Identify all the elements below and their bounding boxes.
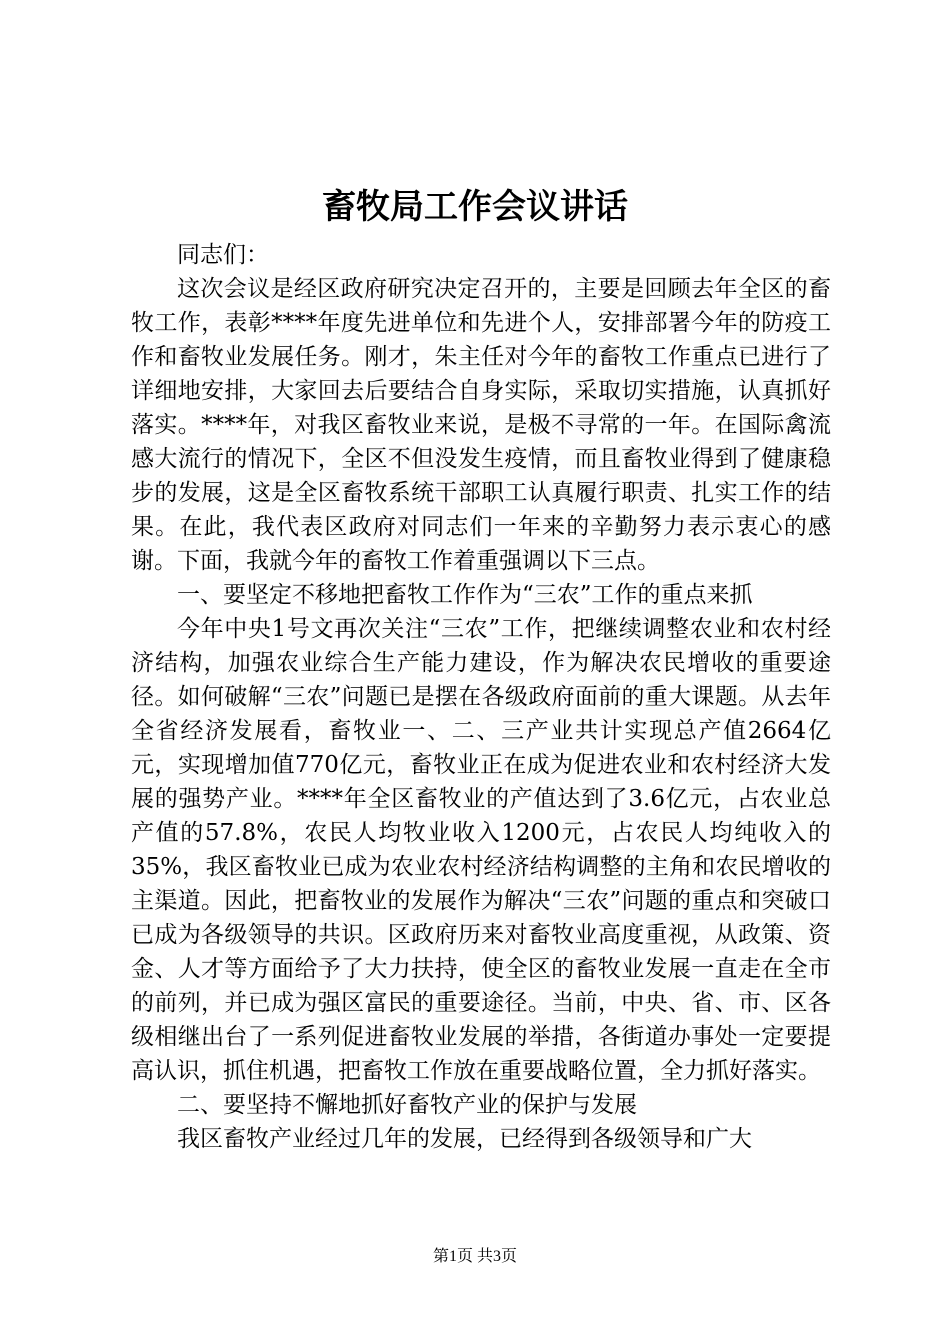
body-paragraph: 这次会议是经区政府研究决定召开的，主要是回顾去年全区的畜牧工作，表彰****年度先进单位和先进个人，安排部署今年的防疫工作和畜牧业发展任务。刚才，朱主任对今年的畜牧工作重点已进行了详细地安排，大家回去后要结合自身实际，采取切实措施，认真抓好落实。****年，对我区畜牧业来说，是极不寻常的一年。在国际禽流感大流行的情况下，全区不但没发生疫情，而且畜牧业得到了健康稳步的发展，这是全区畜牧系统干部职工认真履行职责、扎实工作的结果。在此，我代表区政府对同志们一年来的辛勤努力表示衷心的感谢。下面，我就今年的畜牧工作着重强调以下三点。 bbox=[131, 276, 831, 574]
document-title: 畜牧局工作会议讲话 bbox=[322, 187, 628, 227]
body-paragraph: 我区畜牧产业经过几年的发展，已经得到各级领导和广大 bbox=[177, 1126, 752, 1152]
document-body bbox=[131, 238, 831, 1156]
section-heading: 一、要坚定不移地把畜牧工作作为“三农”工作的重点来抓 bbox=[177, 582, 753, 608]
body-paragraph: 今年中央1号文再次关注“三农”工作，把继续调整农业和农村经济结构，加强农业综合生产能力建设，作为解决农民增收的重要途径。如何破解“三农”问题已是摆在各级政府面前的重大课题。从去年全省经济发展看，畜牧业一、二、三产业共计实现总产值2664亿元，实现增加值770亿元，畜牧业正在成为促进农业和农村经济大发展的强势产业。****年全区畜牧业的产值达到了3.6亿元，占农业总产值的57.8%，农民人均牧业收入1200元，占农民人均纯收入的35%，我区畜牧业已成为农业农村经济结构调整的主角和农民增收的主渠道。因此，把畜牧业的发展作为解决“三农”问题的重点和突破口已成为各级领导的共识。区政府历来对畜牧业高度重视，从政策、资金、人才等方面给予了大力扶持，使全区的畜牧业发展一直走在全市的前列，并已成为强区富民的重要途径。当前，中央、省、市、区各级相继出台了一系列促进畜牧业发展的举措，各街道办事处一定要提高认识，抓住机遇，把畜牧工作放在重要战略位置，全力抓好落实。 bbox=[131, 616, 831, 1084]
page-number-footer: 第1页 共3页 bbox=[432, 1248, 517, 1265]
section-heading: 二、要坚持不懈地抓好畜牧产业的保护与发展 bbox=[177, 1092, 637, 1118]
salutation-paragraph: 同志们： bbox=[177, 242, 269, 268]
